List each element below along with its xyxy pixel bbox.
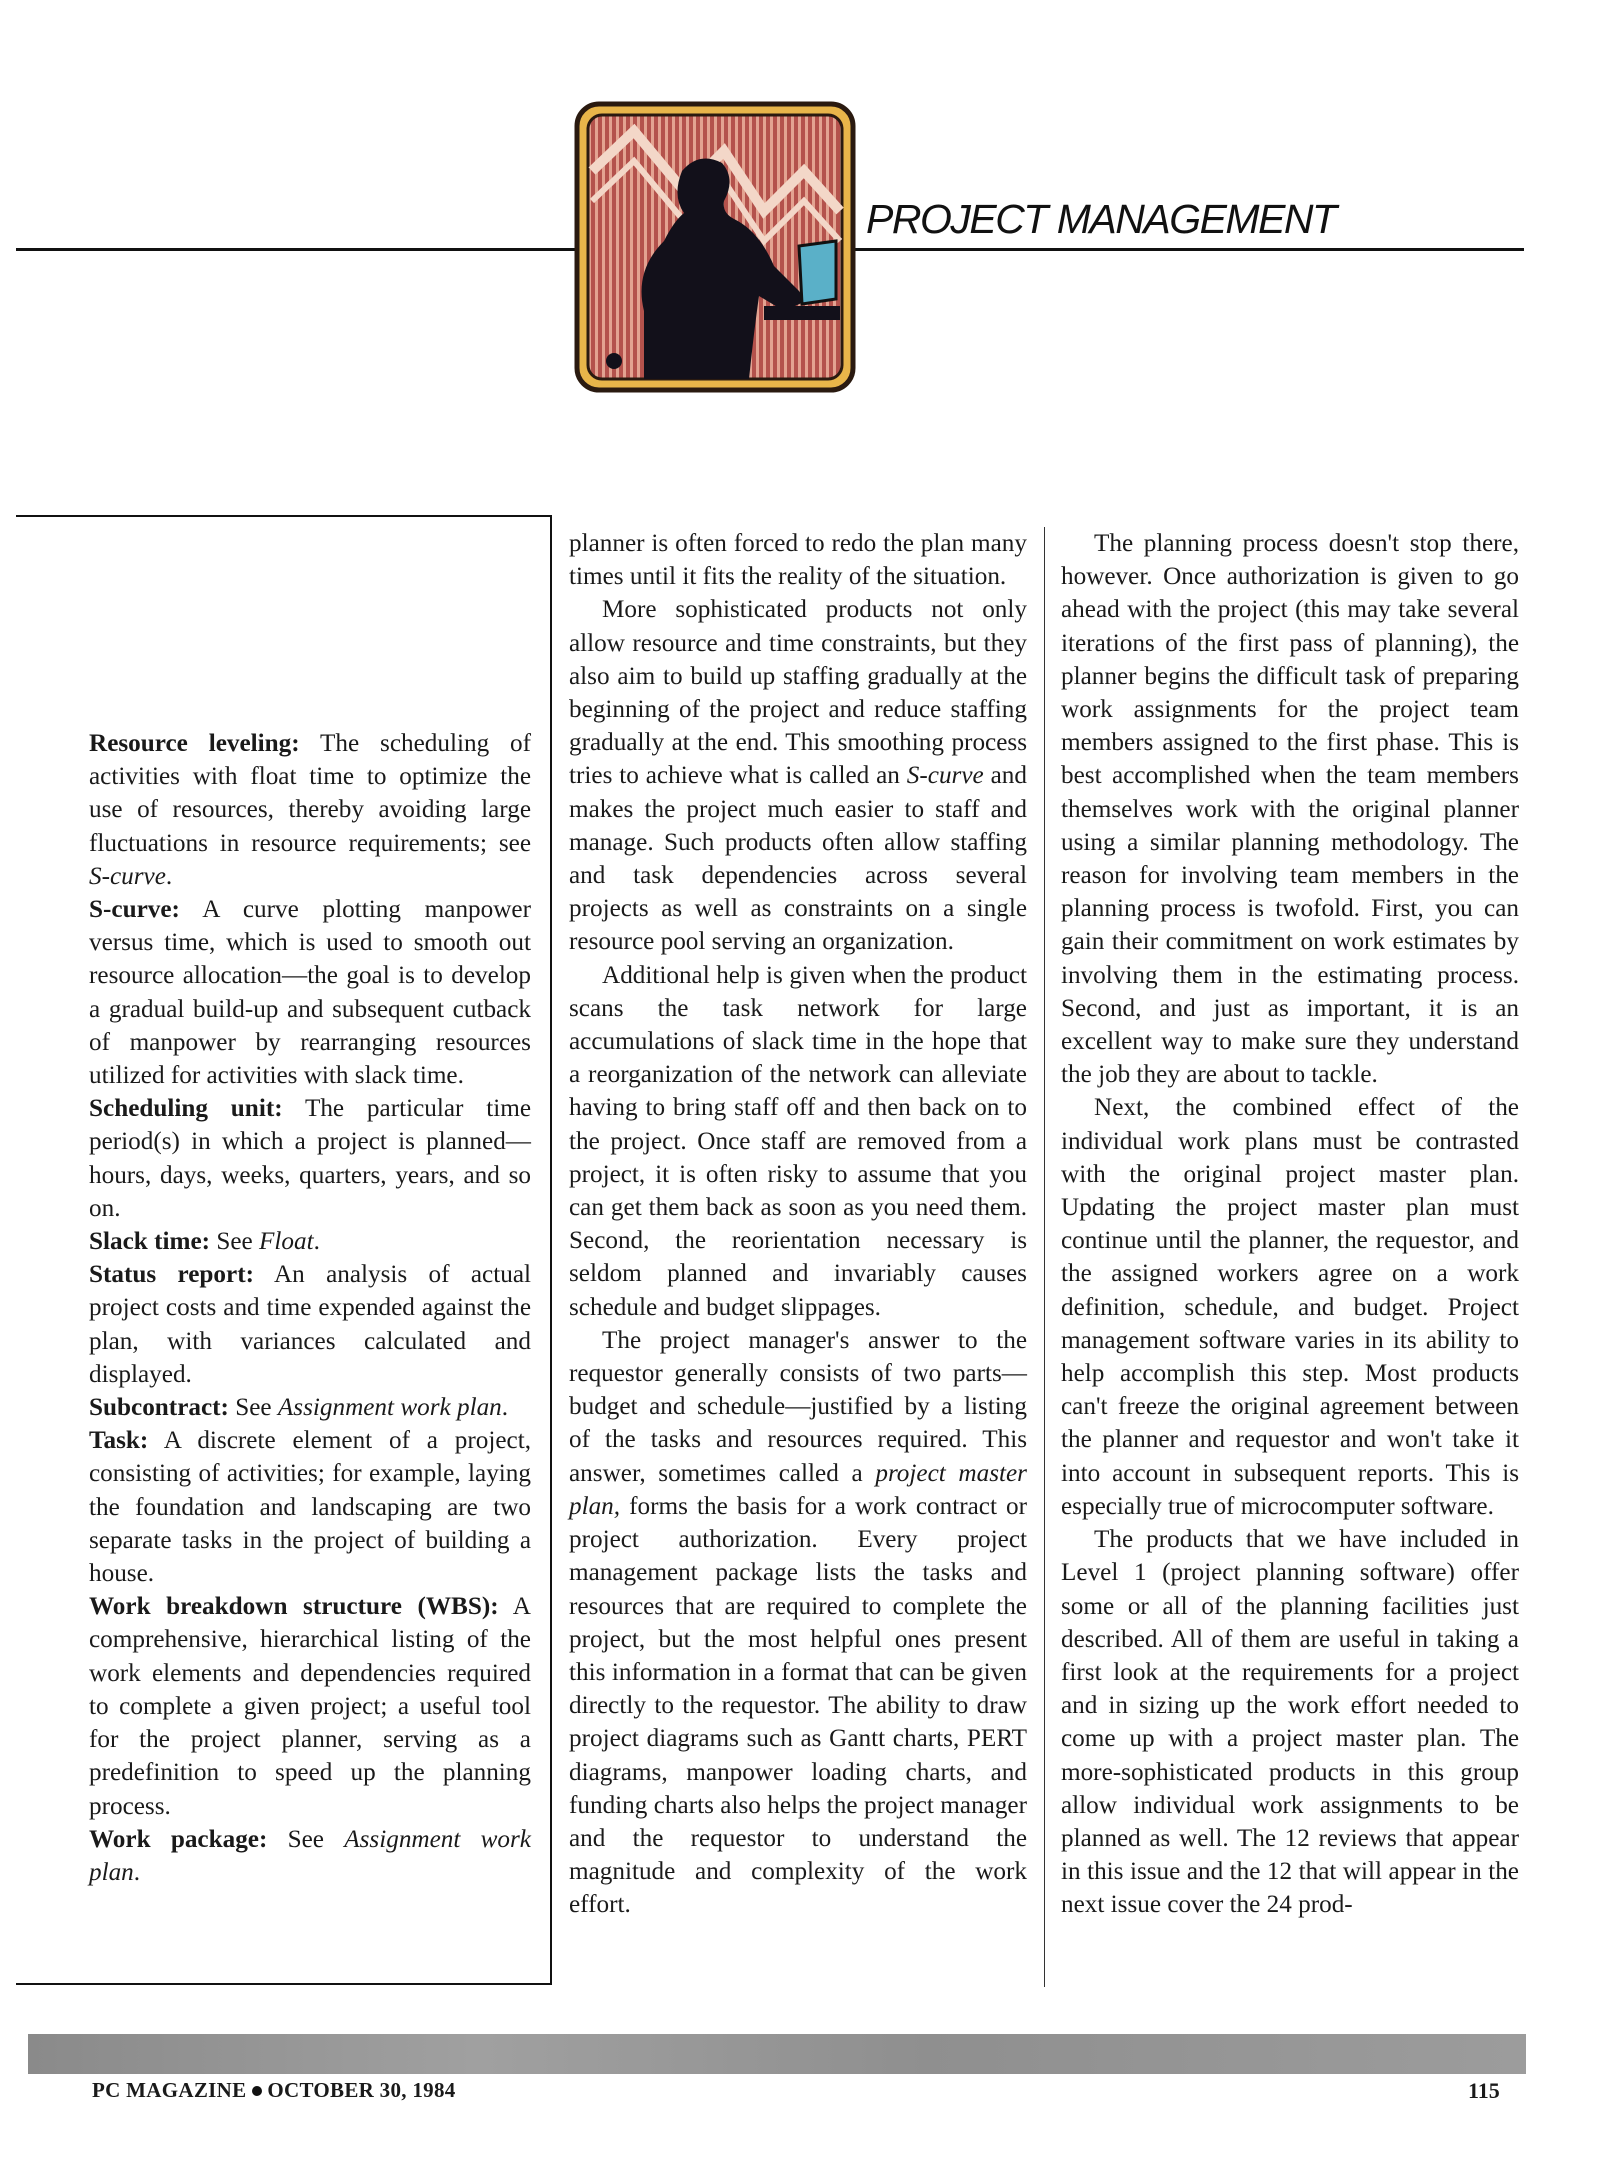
- glossary-entry: [89, 1590, 531, 1822]
- text-run: forms the basis for a work contract or project authorization. Every project management package lists the tasks and resources that are required to complete the project, but the most helpful ones present this information in a format that can be given directly to the requestor. The ability to draw project diagrams such as Gantt charts, PERT diagrams, manpower loading charts, and funding charts also helps the project manager and the requestor to understand the magnitude and complexity of the work effort.: [569, 1492, 1027, 1919]
- glossary-term: S-curve:: [89, 896, 180, 924]
- paragraph: [1061, 1091, 1519, 1523]
- text-run: See: [228, 1394, 278, 1422]
- text-run: .: [165, 862, 173, 890]
- text-run: A curve plotting manpower versus time, which is used to smooth out resource allocation—the goal is to develop a gradual build-up and subsequent cutback of manpower by rearranging resources utilized for activities with slack time.: [89, 896, 531, 1090]
- text-run: planner is often forced to redo the plan many times until it fits the reality of the situation.: [569, 530, 1027, 591]
- glossary-entry: [89, 1225, 531, 1258]
- italic-text: Float: [259, 1228, 314, 1256]
- text-run: A comprehensive, hierarchical listing of the work elements and dependencies required to complete a given project; a useful tool for the project planner, serving as a predefinition to speed up the planning process.: [89, 1593, 531, 1820]
- italic-text: S-curve: [89, 862, 166, 890]
- paragraph: [1061, 527, 1519, 1091]
- person-at-computer-icon: [574, 101, 856, 393]
- italic-text: Assignment work plan: [89, 1825, 531, 1886]
- glossary-term: Subcontract:: [89, 1394, 229, 1422]
- italic-text: S-curve: [906, 762, 984, 790]
- text-run: and makes the project much easier to staff and manage. Such products often allow staffing and task dependencies across several projects as well as constraints on a single resource pool serving an organization.: [569, 762, 1027, 956]
- text-run: .: [313, 1228, 320, 1256]
- glossary-term: Work package:: [89, 1825, 268, 1853]
- paragraph: [1061, 1523, 1519, 1921]
- glossary-entry: [89, 893, 531, 1092]
- glossary-term: Scheduling unit:: [89, 1095, 283, 1123]
- text-run: Next, the combined effect of the individual work plans must be contrasted with the original project master plan. Updating the project master plan must continue until the planner, the requestor, and the assigned workers agree on a work definition, schedule, and budget. Project management software varies in its ability to help accomplish this step. Most products can't freeze the original agreement between the planner and requestor and won't take it into account in subsequent reports. This is especially true of microcomputer software.: [1061, 1094, 1519, 1520]
- text-run: The project manager's answer to the requestor generally consists of two parts—budget and schedule—justified by a listing of the tasks and resources required. This answer, sometimes called a: [569, 1326, 1027, 1487]
- footer-credit: [92, 2078, 456, 2103]
- text-run: Additional help is given when the product scans the task network for large accumulations of slack time in the hope that a reorganization of the network can alleviate having to bring staff off and then back on to the project. Once staff are removed from a project, it is often risky to assume that you can get them back as soon as you need them. Second, the reorientation necessary is seldom planned and invariably causes schedule and budget slippages.: [569, 961, 1027, 1321]
- glossary-list: [89, 727, 531, 1889]
- glossary-term: Task:: [89, 1427, 149, 1455]
- glossary-entry: [89, 1823, 531, 1889]
- glossary-entry: [89, 727, 531, 893]
- text-run: An analysis of actual project costs and time expended against the plan, with variances calculated and displayed.: [89, 1261, 531, 1388]
- text-run: The particular time period(s) in which a project is planned—hours, days, weeks, quarters, years, and so on.: [89, 1095, 531, 1222]
- footer-magazine: PC MAGAZINE: [92, 2078, 247, 2102]
- glossary-term: Status report:: [89, 1261, 254, 1289]
- article-column-middle: [569, 527, 1027, 1987]
- glossary-entry: [89, 1258, 531, 1391]
- footer-band: [28, 2034, 1526, 2074]
- text-run: The scheduling of activities with float time to optimize the use of resources, thereby avoiding large fluctuations in resource requirements; see: [89, 730, 531, 857]
- paragraph: [569, 959, 1027, 1324]
- text-run: A discrete element of a project, consisting of activities; for example, laying the foundation and landscaping are two separate tasks in the project of building a house.: [89, 1427, 531, 1588]
- glossary-entry: [89, 1424, 531, 1590]
- glossary-term: Slack time:: [89, 1228, 211, 1256]
- column-divider: [1044, 527, 1045, 1987]
- text-run: See: [267, 1825, 345, 1853]
- page-number: 115: [1468, 2078, 1500, 2103]
- italic-text: Assignment work plan: [277, 1394, 502, 1422]
- italic-text: project master plan,: [569, 1459, 1027, 1520]
- text-run: More sophisticated products not only allow resource and time constraints, but they also aim to build up staffing gradually at the beginning of the project and reduce staffing gradually at the end. This smoothing process tries to achieve what is called an: [569, 596, 1027, 790]
- glossary-entry: [89, 1092, 531, 1225]
- text-run: See: [210, 1228, 259, 1256]
- section-title: PROJECT MANAGEMENT: [866, 196, 1336, 242]
- glossary-entry: [89, 1391, 531, 1424]
- paragraph: [569, 1324, 1027, 1922]
- text-run: .: [501, 1394, 509, 1422]
- article-column-right: [1061, 527, 1519, 1987]
- footer-date: OCTOBER 30, 1984: [267, 2078, 456, 2102]
- bullet-icon: [252, 2086, 262, 2096]
- glossary-term: Work breakdown structure (WBS):: [89, 1593, 499, 1621]
- paragraph: [569, 593, 1027, 958]
- text-run: The planning process doesn't stop there, however. Once authorization is given to go ahead with the project (this may take several iterations of the first pass of planning), the planner begins the difficult task of preparing work assignments for the project team members assigned to the first phase. This is best accomplished when the team members themselves work with the original planner using a similar planning methodology. The reason for involving team members in the planning process is twofold. First, you can gain their commitment on work estimates by involving them in the estimating process. Second, and just as important, it is an excellent way to make sure they understand the job they are about to tackle.: [1061, 530, 1519, 1089]
- text-run: The products that we have included in Level 1 (project planning software) offer some or all of the planning facilities just described. All of them are useful in taking a first look at the requirements for a project and in sizing up the work effort needed to come up with a project master plan. The more-sophisticated products in this group allow individual work assignments to be planned as well. The 12 reviews that appear in this issue and the 12 that will appear in the next issue cover the 24 prod-: [1061, 1526, 1519, 1919]
- text-run: .: [133, 1858, 141, 1886]
- glossary-term: Resource leveling:: [89, 730, 300, 757]
- paragraph: [569, 527, 1027, 593]
